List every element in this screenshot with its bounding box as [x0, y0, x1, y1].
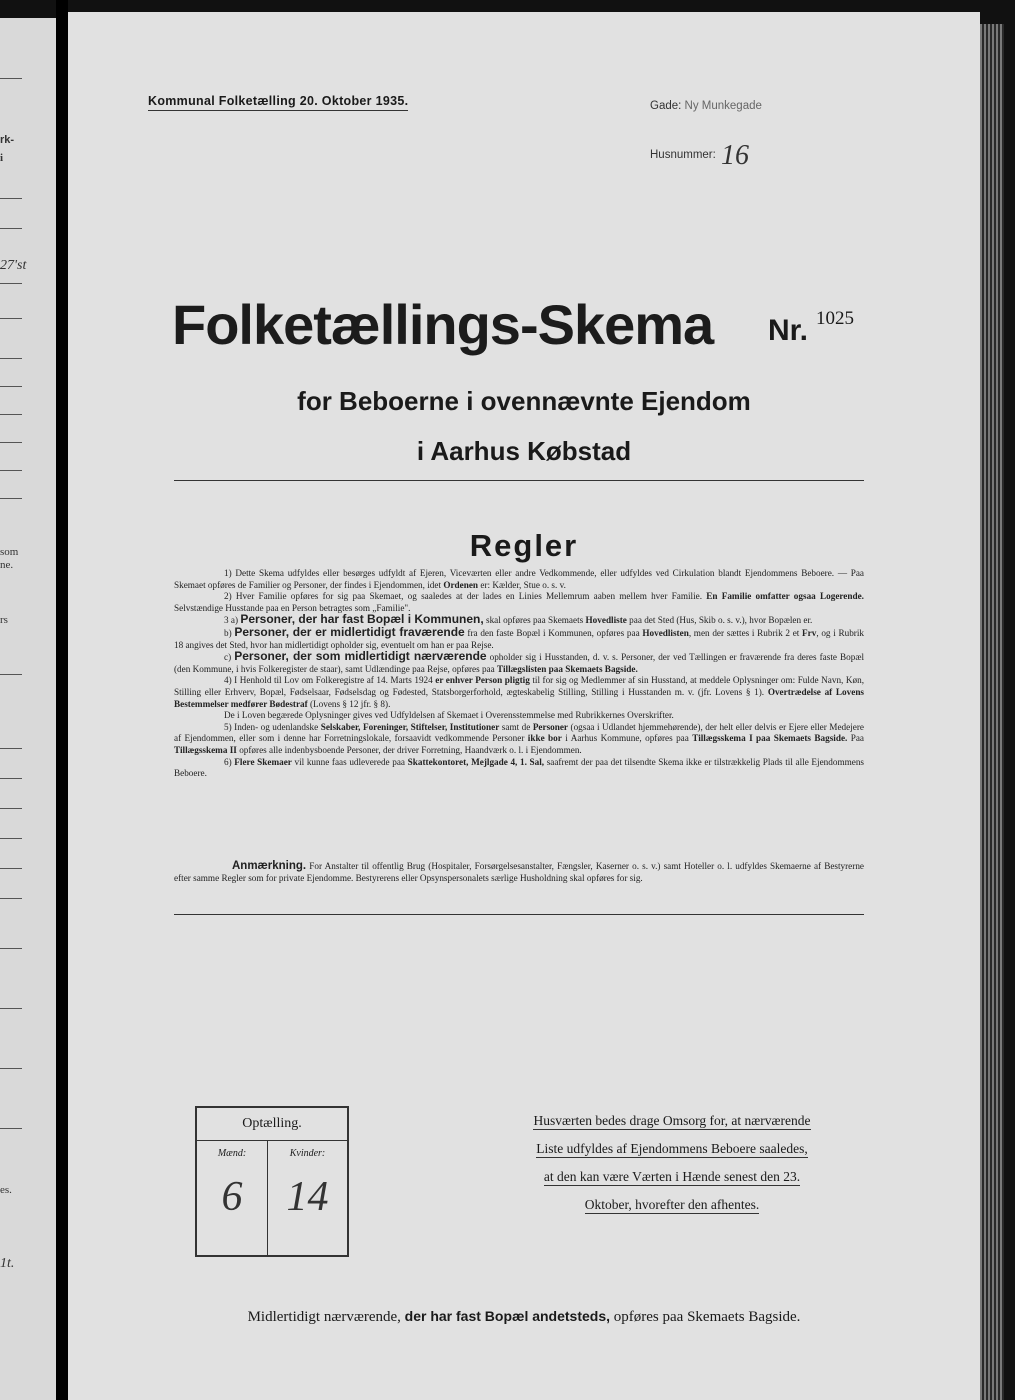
subtitle-city: i Aarhus Købstad — [416, 436, 632, 466]
rule-2: 2) Hver Familie opføres for sig paa Skemaet, og saaledes at der lades en Linies Mellemrum aaben mellem hver Familie. En Familie omfatter ogsaa Logerende. Selvstændige Husstande paa en Person betragtes som „Familie". — [174, 591, 864, 613]
count-box-title: Optælling. — [197, 1108, 347, 1141]
footer-note: Midlertidigt nærværende, der har fast Bopæl andetsteds, opføres paa Skemaets Bagside. — [247, 1308, 801, 1325]
street-label: Gade: — [650, 100, 682, 112]
notice-line: Liste udfyldes af Ejendommens Beboere saaledes, — [536, 1141, 808, 1156]
divider-line — [174, 480, 864, 481]
census-form-page — [68, 12, 980, 1400]
rule-6: 6) Flere Skemaer vil kunne faas udleverede paa Skattekontoret, Mejlgade 4, 1. Sal, saafremt der paa det tilsendte Skema ikke er tilstrækkelig Plads til alle Ejendommens Beboere. — [174, 756, 864, 779]
remark-paragraph — [174, 861, 864, 884]
ledger-line — [0, 948, 22, 949]
house-number-value: 16 — [721, 140, 750, 171]
house-number-label: Husnummer: — [650, 149, 716, 161]
street-value: Ny Munkegade — [684, 100, 762, 112]
remark-text: For Anstalter til offentlig Brug (Hospitaler, Forsørgelsesanstalter, Fængsler, Kaserner o. s. v.) samt Hoteller o. l. udfyldes Skemaerne af Bestyrerne efter samme Regler som for private Ejendomme. Bestyrerens eller Opsynspersonalets særlige Husholdning skal opføres for sig. — [174, 861, 864, 883]
count-women-column — [268, 1140, 347, 1255]
page-fragment-text: i — [0, 152, 4, 164]
ledger-line — [0, 470, 22, 471]
ledger-line — [0, 228, 22, 229]
ledger-line — [0, 198, 22, 199]
page-fragment-text: es. — [0, 1184, 12, 1196]
notice-line: Husværten bedes drage Omsorg for, at nærværende — [533, 1113, 811, 1128]
rules-text — [174, 568, 864, 780]
ledger-line — [0, 358, 22, 359]
ledger-line — [0, 1008, 22, 1009]
form-number-value: 1025 — [816, 308, 854, 329]
ledger-line — [0, 898, 22, 899]
notice-line: Oktober, hvorefter den afhentes. — [584, 1197, 760, 1212]
divider-line — [174, 914, 864, 915]
form-number-label: Nr. — [768, 314, 809, 347]
ledger-line — [0, 1128, 22, 1129]
form-title: Folketællings-Skema — [172, 293, 714, 356]
street-field — [650, 100, 762, 112]
ledger-line — [0, 1068, 22, 1069]
rule-1: 1) Dette Skema udfyldes eller besørges udfyldt af Ejeren, Viceværten eller andre Vedkommende, eller udfyldes ved Cirkulation blandt Ejendommens Beboere. — Paa Skemaet opføres de Familier og Personer, der findes i Ejendommen, idet Ordenen er: Kælder, Stue o. s. v. — [174, 568, 864, 590]
ledger-line — [0, 283, 22, 284]
count-box — [195, 1106, 349, 1257]
rule-3a: 3 a) Personer, der har fast Bopæl i Kommunen, skal opføres paa Skemaets Hovedliste paa det Sted (Hus, Skib o. s. v.), hvor Bopælen er. — [224, 612, 813, 627]
page-stack-edge — [980, 24, 1004, 1400]
ledger-line — [0, 414, 22, 415]
remark-label: Anmærkning. — [232, 860, 307, 872]
ledger-line — [0, 838, 22, 839]
ledger-line — [0, 778, 22, 779]
house-number-field — [650, 140, 749, 172]
ledger-line — [0, 386, 22, 387]
men-label: Mænd: — [217, 1148, 247, 1159]
ledger-line — [0, 674, 22, 675]
book-gutter — [56, 0, 68, 1400]
page-fragment-text: ne. — [0, 559, 14, 571]
census-header-line: Kommunal Folketælling 20. Oktober 1935. — [148, 94, 408, 111]
rule-3c: c) Personer, der som midlertidigt nærværende opholder sig i Husstanden, d. v. s. Personer, der ved Tællingen er fraværende fra deres faste Bopæl (den Kommune, i hvis Folkeregister de staar), samt Udlændinge paa Rejse, opføres paa Tillægslisten paa Skemaets Bagside. — [174, 649, 864, 674]
ledger-line — [0, 808, 22, 809]
page-fragment-text: rk- — [0, 134, 15, 146]
women-label: Kvinder: — [289, 1148, 326, 1159]
page-fragment-text: som — [0, 546, 19, 558]
rule-4: 4) I Henhold til Lov om Folkeregistre af 14. Marts 1924 er enhver Person pligtig til for sig og Medlemmer af sin Husstand, at meddele Oplysninger om: Fulde Navn, Køn, Stilling eller Erhverv, Bopæl, Fødselsaar, Fødselsdag og Fødested, Statsborgerforhold, ægteskabelig Stilling, Stilling i Husstanden m. v. (jfr. Lovens § 1). Overtrædelse af Lovens Bestemmelser medfører Bødestraf (Lovens § 12 jfr. § 8). — [174, 675, 864, 709]
ledger-line — [0, 78, 22, 79]
women-count: 14 — [286, 1174, 329, 1220]
count-men-column — [197, 1140, 268, 1255]
ledger-line — [0, 498, 22, 499]
rule-5: 5) Inden- og udenlandske Selskaber, Foreninger, Stiftelser, Institutioner samt de Personer (ogsaa i Udlandet hjemmehørende), der helt eller delvis er Ejere eller Medejere af Ejendommen, eller som i denne har Forretningslokale, forsaavidt vedkommende Personer ikke bor i Aarhus Kommune, opføres paa Tillægsskema I paa Skemaets Bagside. Paa Tillægsskema II opføres alle indenbysboende Personer, der driver Forretning, Haandværk o. l. i Ejendommen. — [174, 721, 865, 755]
ledger-line — [0, 442, 22, 443]
page-fragment-text: 1t. — [0, 1256, 15, 1271]
landlord-notice — [498, 1112, 846, 1224]
adjacent-page-fragment — [0, 18, 56, 1400]
ledger-line — [0, 868, 22, 869]
page-fragment-text: 27'st — [0, 258, 27, 273]
ledger-line — [0, 318, 22, 319]
ledger-line — [0, 748, 22, 749]
rule-4-note: De i Loven begærede Oplysninger gives ved Udfyldelsen af Skemaet i Overensstemmelse med Rubrikkernes Overskrifter. — [224, 710, 674, 721]
notice-line: at den kan være Værten i Hænde senest den 23. — [543, 1169, 801, 1184]
men-count: 6 — [221, 1174, 243, 1220]
rules-heading: Regler — [469, 528, 579, 563]
page-fragment-text: rs — [0, 614, 8, 626]
rule-3b: b) Personer, der er midlertidigt fraværende fra den faste Bopæl i Kommunen, opføres paa Hovedlisten, men der sættes i Rubrik 2 et Frv, og i Rubrik 18 angives det Sted, hvor han midlertidigt opholder sig, eventuelt om han er paa Rejse. — [174, 624, 864, 650]
subtitle-residents: for Beboerne i ovennævnte Ejendom — [297, 386, 751, 416]
